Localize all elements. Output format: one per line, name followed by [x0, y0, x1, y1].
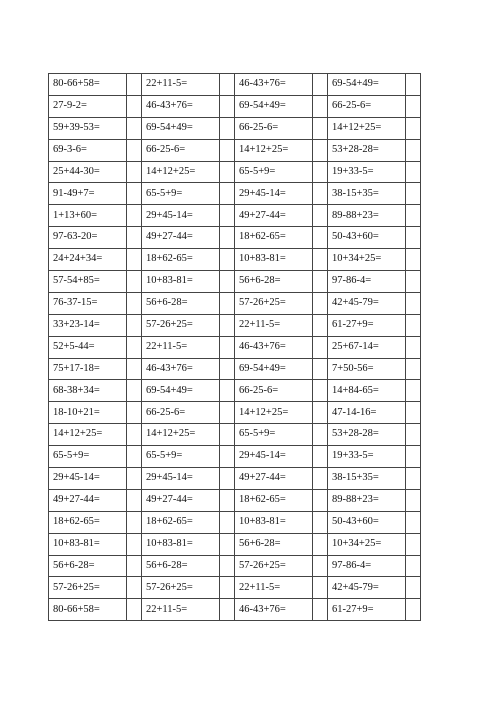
- problem-cell: 80-66+58=: [49, 74, 127, 96]
- answer-box[interactable]: [406, 117, 421, 139]
- problem-cell: 89-88+23=: [328, 205, 406, 227]
- answer-box[interactable]: [313, 599, 328, 621]
- problem-cell: 97-86-4=: [328, 555, 406, 577]
- answer-box[interactable]: [313, 249, 328, 271]
- problem-cell: 1+13+60=: [49, 205, 127, 227]
- problem-cell: 10+83-81=: [49, 533, 127, 555]
- answer-box[interactable]: [313, 314, 328, 336]
- answer-box[interactable]: [127, 183, 142, 205]
- problem-cell: 10+83-81=: [142, 271, 220, 293]
- problem-cell: 18+62-65=: [142, 249, 220, 271]
- problem-cell: 10+83-81=: [235, 249, 313, 271]
- problem-cell: 65-5+9=: [235, 424, 313, 446]
- answer-box[interactable]: [220, 117, 235, 139]
- answer-box[interactable]: [220, 380, 235, 402]
- answer-box[interactable]: [127, 555, 142, 577]
- table-row: [49, 533, 421, 555]
- answer-box[interactable]: [220, 249, 235, 271]
- table-row: [49, 271, 421, 293]
- problem-cell: 46-43+76=: [235, 599, 313, 621]
- answer-box[interactable]: [220, 161, 235, 183]
- problem-cell: 14+12+25=: [235, 402, 313, 424]
- problem-cell: 97-86-4=: [328, 271, 406, 293]
- answer-box[interactable]: [220, 292, 235, 314]
- answer-box[interactable]: [406, 183, 421, 205]
- problem-cell: 76-37-15=: [49, 292, 127, 314]
- problem-cell: 46-43+76=: [235, 74, 313, 96]
- problem-cell: 57-26+25=: [142, 577, 220, 599]
- table-row: [49, 183, 421, 205]
- problem-cell: 10+83-81=: [235, 511, 313, 533]
- table-row: [49, 468, 421, 490]
- problem-cell: 49+27-44=: [235, 468, 313, 490]
- answer-box[interactable]: [127, 468, 142, 490]
- problem-cell: 66-25-6=: [142, 139, 220, 161]
- answer-box[interactable]: [406, 336, 421, 358]
- problem-cell: 57-26+25=: [235, 555, 313, 577]
- answer-box[interactable]: [220, 139, 235, 161]
- answer-box[interactable]: [313, 95, 328, 117]
- answer-box[interactable]: [127, 402, 142, 424]
- table-row: [49, 117, 421, 139]
- answer-box[interactable]: [220, 227, 235, 249]
- answer-box[interactable]: [220, 358, 235, 380]
- answer-box[interactable]: [220, 599, 235, 621]
- answer-box[interactable]: [127, 95, 142, 117]
- problem-cell: 14+84-65=: [328, 380, 406, 402]
- answer-box[interactable]: [406, 227, 421, 249]
- problem-cell: 38-15+35=: [328, 183, 406, 205]
- answer-box[interactable]: [220, 577, 235, 599]
- answer-box[interactable]: [220, 336, 235, 358]
- problem-cell: 69-54+49=: [235, 358, 313, 380]
- table-row: [49, 292, 421, 314]
- answer-box[interactable]: [313, 511, 328, 533]
- answer-box[interactable]: [406, 468, 421, 490]
- problem-cell: 14+12+25=: [235, 139, 313, 161]
- problem-cell: 46-43+76=: [142, 358, 220, 380]
- answer-box[interactable]: [406, 577, 421, 599]
- problem-cell: 38-15+35=: [328, 468, 406, 490]
- problem-cell: 57-26+25=: [235, 292, 313, 314]
- problem-cell: 68-38+34=: [49, 380, 127, 402]
- answer-box[interactable]: [406, 511, 421, 533]
- problem-cell: 14+12+25=: [142, 161, 220, 183]
- problem-cell: 57-26+25=: [142, 314, 220, 336]
- answer-box[interactable]: [406, 402, 421, 424]
- problem-cell: 80-66+58=: [49, 599, 127, 621]
- problem-cell: 56+6-28=: [142, 292, 220, 314]
- arithmetic-worksheet-table: [48, 73, 421, 621]
- problem-cell: 14+12+25=: [142, 424, 220, 446]
- problem-cell: 66-25-6=: [328, 95, 406, 117]
- problem-cell: 18+62-65=: [235, 489, 313, 511]
- table-row: [49, 358, 421, 380]
- answer-box[interactable]: [406, 249, 421, 271]
- table-row: [49, 555, 421, 577]
- answer-box[interactable]: [127, 358, 142, 380]
- answer-box[interactable]: [313, 358, 328, 380]
- answer-box[interactable]: [220, 183, 235, 205]
- answer-box[interactable]: [406, 139, 421, 161]
- problem-cell: 42+45-79=: [328, 577, 406, 599]
- problem-cell: 19+33-5=: [328, 446, 406, 468]
- problem-cell: 97-63-20=: [49, 227, 127, 249]
- problem-cell: 46-43+76=: [235, 336, 313, 358]
- answer-box[interactable]: [406, 533, 421, 555]
- problem-cell: 69-3-6=: [49, 139, 127, 161]
- answer-box[interactable]: [406, 74, 421, 96]
- answer-box[interactable]: [406, 380, 421, 402]
- table-row: [49, 161, 421, 183]
- answer-box[interactable]: [313, 292, 328, 314]
- problem-cell: 29+45-14=: [49, 468, 127, 490]
- answer-box[interactable]: [313, 424, 328, 446]
- answer-box[interactable]: [406, 424, 421, 446]
- answer-box[interactable]: [220, 402, 235, 424]
- answer-box[interactable]: [313, 139, 328, 161]
- table-row: [49, 599, 421, 621]
- answer-box[interactable]: [127, 227, 142, 249]
- problem-cell: 46-43+76=: [142, 95, 220, 117]
- problem-cell: 69-54+49=: [328, 74, 406, 96]
- answer-box[interactable]: [406, 205, 421, 227]
- answer-box[interactable]: [127, 205, 142, 227]
- problem-cell: 65-5+9=: [142, 446, 220, 468]
- problem-cell: 91-49+7=: [49, 183, 127, 205]
- problem-cell: 29+45-14=: [142, 468, 220, 490]
- table-row: [49, 139, 421, 161]
- table-row: [49, 446, 421, 468]
- answer-box[interactable]: [220, 533, 235, 555]
- answer-box[interactable]: [127, 380, 142, 402]
- table-row: [49, 577, 421, 599]
- answer-box[interactable]: [127, 74, 142, 96]
- problem-cell: 42+45-79=: [328, 292, 406, 314]
- problem-cell: 59+39-53=: [49, 117, 127, 139]
- problem-cell: 49+27-44=: [142, 227, 220, 249]
- problem-cell: 66-25-6=: [142, 402, 220, 424]
- table-row: [49, 511, 421, 533]
- answer-box[interactable]: [406, 446, 421, 468]
- answer-box[interactable]: [127, 117, 142, 139]
- problem-cell: 66-25-6=: [235, 117, 313, 139]
- problem-cell: 69-54+49=: [235, 95, 313, 117]
- table-row: [49, 402, 421, 424]
- answer-box[interactable]: [220, 74, 235, 96]
- problem-cell: 57-26+25=: [49, 577, 127, 599]
- problem-cell: 65-5+9=: [49, 446, 127, 468]
- answer-box[interactable]: [313, 577, 328, 599]
- answer-box[interactable]: [313, 336, 328, 358]
- problem-cell: 49+27-44=: [49, 489, 127, 511]
- answer-box[interactable]: [313, 205, 328, 227]
- problem-cell: 19+33-5=: [328, 161, 406, 183]
- answer-box[interactable]: [220, 271, 235, 293]
- table-row: [49, 227, 421, 249]
- answer-box[interactable]: [127, 511, 142, 533]
- answer-box[interactable]: [313, 183, 328, 205]
- table-row: [49, 74, 421, 96]
- problem-cell: 27-9-2=: [49, 95, 127, 117]
- answer-box[interactable]: [313, 555, 328, 577]
- answer-box[interactable]: [406, 161, 421, 183]
- answer-box[interactable]: [220, 95, 235, 117]
- problem-cell: 61-27+9=: [328, 314, 406, 336]
- table-row: [49, 314, 421, 336]
- problem-cell: 29+45-14=: [235, 446, 313, 468]
- answer-box[interactable]: [220, 555, 235, 577]
- problem-cell: 89-88+23=: [328, 489, 406, 511]
- problem-cell: 22+11-5=: [235, 577, 313, 599]
- answer-box[interactable]: [313, 271, 328, 293]
- answer-box[interactable]: [313, 489, 328, 511]
- answer-box[interactable]: [220, 468, 235, 490]
- problem-cell: 53+28-28=: [328, 139, 406, 161]
- answer-box[interactable]: [127, 599, 142, 621]
- problem-cell: 18+62-65=: [235, 227, 313, 249]
- problem-cell: 49+27-44=: [142, 489, 220, 511]
- problem-cell: 22+11-5=: [142, 336, 220, 358]
- problem-cell: 22+11-5=: [142, 74, 220, 96]
- answer-box[interactable]: [127, 577, 142, 599]
- answer-box[interactable]: [406, 314, 421, 336]
- problem-cell: 29+45-14=: [235, 183, 313, 205]
- problem-cell: 56+6-28=: [49, 555, 127, 577]
- answer-box[interactable]: [406, 292, 421, 314]
- answer-box[interactable]: [406, 358, 421, 380]
- answer-box[interactable]: [127, 271, 142, 293]
- answer-box[interactable]: [127, 533, 142, 555]
- worksheet-body: [49, 74, 421, 621]
- problem-cell: 56+6-28=: [235, 271, 313, 293]
- problem-cell: 33+23-14=: [49, 314, 127, 336]
- problem-cell: 10+83-81=: [142, 533, 220, 555]
- problem-cell: 18-10+21=: [49, 402, 127, 424]
- table-row: [49, 95, 421, 117]
- answer-box[interactable]: [127, 249, 142, 271]
- table-row: [49, 424, 421, 446]
- table-row: [49, 205, 421, 227]
- answer-box[interactable]: [220, 446, 235, 468]
- answer-box[interactable]: [220, 314, 235, 336]
- answer-box[interactable]: [127, 139, 142, 161]
- problem-cell: 56+6-28=: [142, 555, 220, 577]
- answer-box[interactable]: [313, 74, 328, 96]
- answer-box[interactable]: [127, 314, 142, 336]
- answer-box[interactable]: [313, 468, 328, 490]
- answer-box[interactable]: [313, 227, 328, 249]
- problem-cell: 69-54+49=: [142, 117, 220, 139]
- answer-box[interactable]: [406, 95, 421, 117]
- problem-cell: 25+67-14=: [328, 336, 406, 358]
- problem-cell: 52+5-44=: [49, 336, 127, 358]
- problem-cell: 25+44-30=: [49, 161, 127, 183]
- problem-cell: 10+34+25=: [328, 249, 406, 271]
- answer-box[interactable]: [127, 424, 142, 446]
- answer-box[interactable]: [313, 533, 328, 555]
- answer-box[interactable]: [313, 402, 328, 424]
- table-row: [49, 489, 421, 511]
- problem-cell: 18+62-65=: [142, 511, 220, 533]
- problem-cell: 61-27+9=: [328, 599, 406, 621]
- problem-cell: 14+12+25=: [328, 117, 406, 139]
- answer-box[interactable]: [220, 424, 235, 446]
- problem-cell: 69-54+49=: [142, 380, 220, 402]
- problem-cell: 18+62-65=: [49, 511, 127, 533]
- problem-cell: 56+6-28=: [235, 533, 313, 555]
- answer-box[interactable]: [220, 511, 235, 533]
- problem-cell: 22+11-5=: [142, 599, 220, 621]
- problem-cell: 50-43+60=: [328, 511, 406, 533]
- answer-box[interactable]: [406, 489, 421, 511]
- problem-cell: 22+11-5=: [235, 314, 313, 336]
- problem-cell: 14+12+25=: [49, 424, 127, 446]
- answer-box[interactable]: [127, 292, 142, 314]
- answer-box[interactable]: [220, 489, 235, 511]
- problem-cell: 24+24+34=: [49, 249, 127, 271]
- problem-cell: 10+34+25=: [328, 533, 406, 555]
- answer-box[interactable]: [220, 205, 235, 227]
- problem-cell: 50-43+60=: [328, 227, 406, 249]
- problem-cell: 49+27-44=: [235, 205, 313, 227]
- answer-box[interactable]: [313, 161, 328, 183]
- problem-cell: 75+17-18=: [49, 358, 127, 380]
- problem-cell: 53+28-28=: [328, 424, 406, 446]
- problem-cell: 66-25-6=: [235, 380, 313, 402]
- answer-box[interactable]: [313, 117, 328, 139]
- problem-cell: 65-5+9=: [235, 161, 313, 183]
- answer-box[interactable]: [127, 161, 142, 183]
- answer-box[interactable]: [406, 555, 421, 577]
- problem-cell: 57-54+85=: [49, 271, 127, 293]
- problem-cell: 65-5+9=: [142, 183, 220, 205]
- problem-cell: 47-14-16=: [328, 402, 406, 424]
- answer-box[interactable]: [127, 489, 142, 511]
- answer-box[interactable]: [406, 271, 421, 293]
- table-row: [49, 249, 421, 271]
- answer-box[interactable]: [127, 336, 142, 358]
- answer-box[interactable]: [313, 446, 328, 468]
- problem-cell: 29+45-14=: [142, 205, 220, 227]
- answer-box[interactable]: [127, 446, 142, 468]
- table-row: [49, 336, 421, 358]
- table-row: [49, 380, 421, 402]
- answer-box[interactable]: [313, 380, 328, 402]
- answer-box[interactable]: [406, 599, 421, 621]
- problem-cell: 7+50-56=: [328, 358, 406, 380]
